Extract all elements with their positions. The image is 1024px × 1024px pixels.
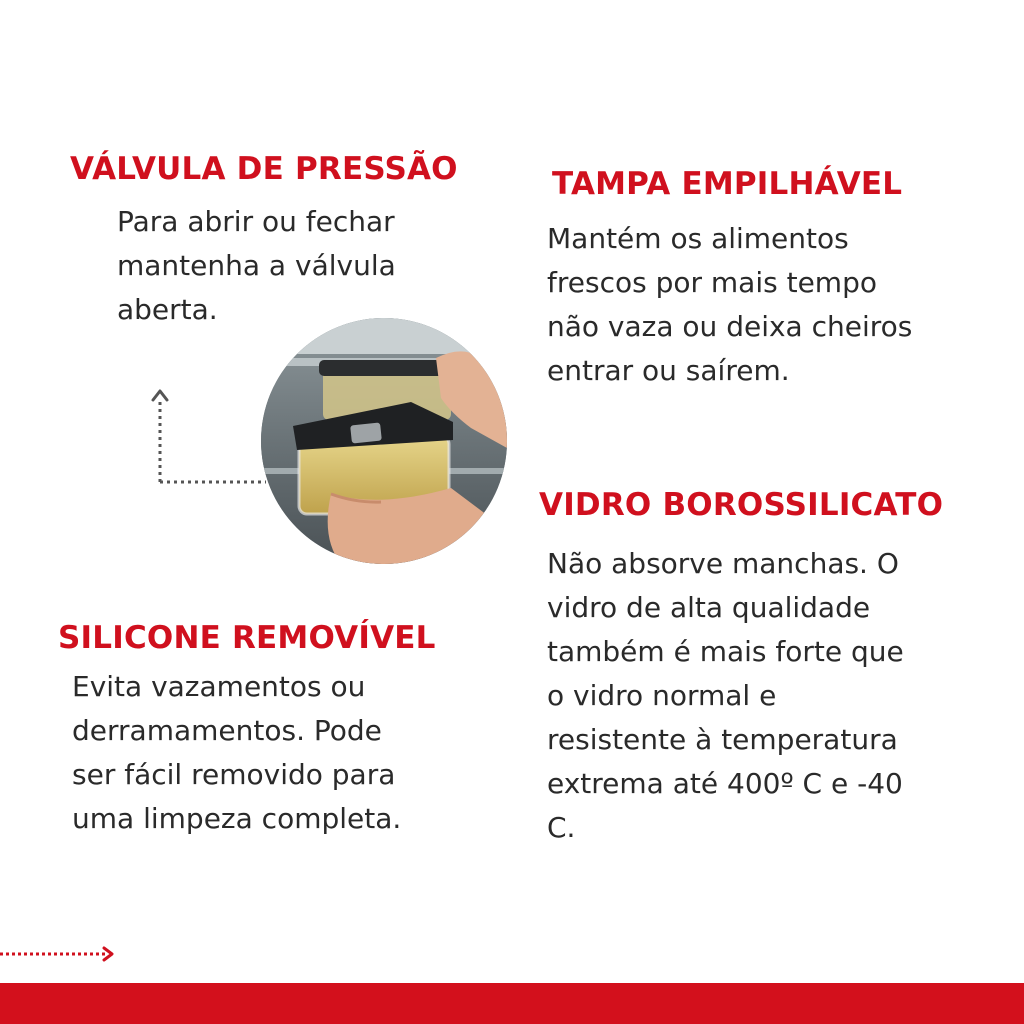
vidro-title: VIDRO BOROSSILICATO bbox=[539, 487, 944, 523]
valvula-line: aberta. bbox=[117, 293, 218, 326]
valvula-line: mantenha a válvula bbox=[117, 249, 396, 282]
valvula-description bbox=[117, 200, 396, 332]
dotted-arrow-right-icon bbox=[0, 944, 118, 964]
tampa-line: Mantém os alimentos bbox=[547, 222, 849, 255]
tampa-line: não vaza ou deixa cheiros bbox=[547, 310, 913, 343]
vidro-line: o vidro normal e bbox=[547, 679, 777, 712]
tampa-line: frescos por mais tempo bbox=[547, 266, 877, 299]
vidro-line: resistente à temperatura bbox=[547, 723, 898, 756]
silicone-line: ser fácil removido para bbox=[72, 758, 396, 791]
valvula-title: VÁLVULA DE PRESSÃO bbox=[70, 151, 458, 187]
vidro-line: vidro de alta qualidade bbox=[547, 591, 871, 624]
silicone-title: SILICONE REMOVÍVEL bbox=[58, 620, 436, 656]
product-photo bbox=[261, 318, 507, 564]
vidro-line: Não absorve manchas. O bbox=[547, 547, 899, 580]
vidro-line: extrema até 400º C e -40 bbox=[547, 767, 903, 800]
dotted-arrow-up-icon bbox=[150, 386, 270, 492]
silicone-line: derramamentos. Pode bbox=[72, 714, 382, 747]
bottom-bar bbox=[0, 983, 1024, 1024]
vidro-description bbox=[547, 542, 904, 850]
tampa-description bbox=[547, 217, 912, 393]
silicone-line: uma limpeza completa. bbox=[72, 802, 402, 835]
container-illustration bbox=[261, 318, 507, 564]
valvula-line: Para abrir ou fechar bbox=[117, 205, 395, 238]
tampa-line: entrar ou saírem. bbox=[547, 354, 790, 387]
vidro-line: também é mais forte que bbox=[547, 635, 904, 668]
silicone-line: Evita vazamentos ou bbox=[72, 670, 366, 703]
silicone-description bbox=[72, 665, 401, 841]
tampa-title: TAMPA EMPILHÁVEL bbox=[552, 166, 903, 202]
vidro-line: C. bbox=[547, 811, 576, 844]
